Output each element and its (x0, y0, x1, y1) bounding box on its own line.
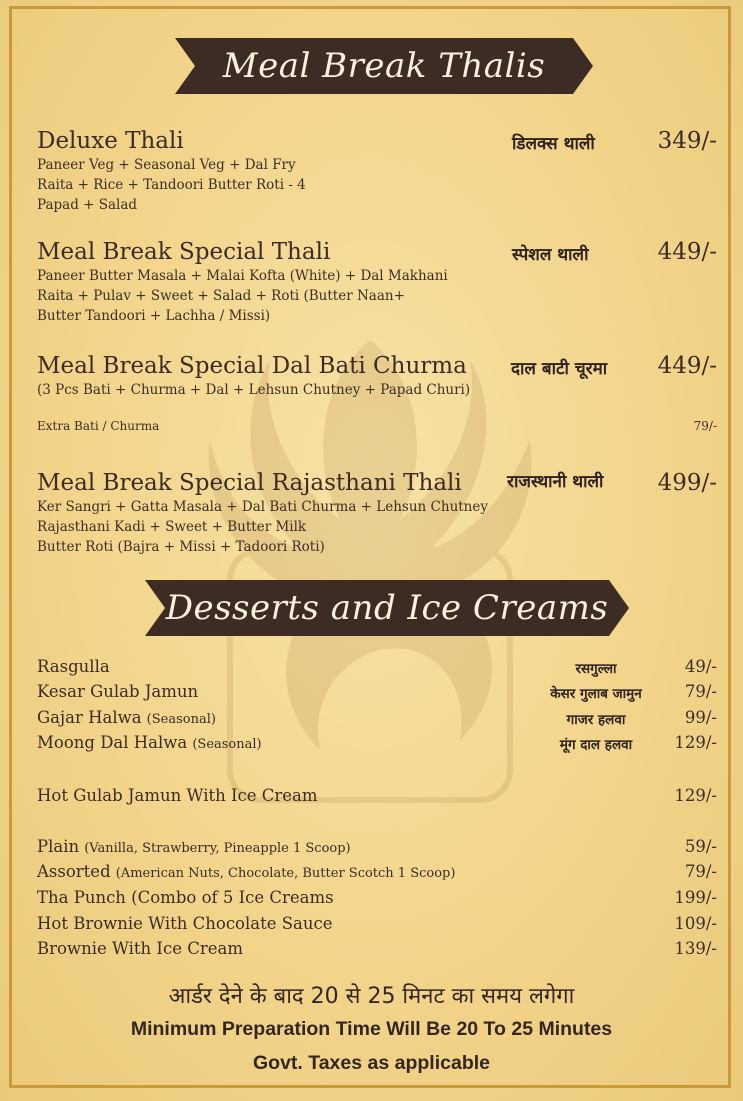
menu-item-dal-bati-churma (37, 352, 717, 400)
dessert-name: Kesar Gulab Jamun (37, 682, 199, 701)
dessert-note: (Seasonal) (192, 737, 262, 752)
dessert-price: 99/- (684, 708, 717, 727)
extra-price: 79/- (693, 419, 717, 433)
footer-taxes: Govt. Taxes as applicable (253, 1052, 490, 1074)
dessert-row (37, 682, 717, 706)
icecream-row (37, 862, 717, 886)
dessert-row (37, 786, 717, 810)
item-hindi-name: स्पेशल थाली (512, 245, 589, 265)
icecream-row (37, 914, 717, 938)
icecream-row (37, 888, 717, 912)
icecream-row (37, 939, 717, 963)
thalis-title: Meal Break Thalis (222, 46, 546, 86)
item-name: Meal Break Special Thali (37, 239, 331, 265)
item-hindi-name: दाल बाटी चूरमा (511, 359, 608, 379)
desc-line: (3 Pcs Bati + Churma + Dal + Lehsun Chutney + Papad Churi) (37, 382, 471, 398)
icecream-name: Assorted (37, 862, 111, 881)
desc-line: Raita + Pulav + Sweet + Salad + Roti (Butter Naan+ (37, 288, 405, 304)
dessert-note: (Seasonal) (146, 712, 216, 727)
dessert-hindi-name: मूंग दाल हलवा (559, 737, 633, 753)
item-price: 449/- (657, 239, 717, 265)
item-description (37, 266, 717, 326)
item-description (37, 497, 717, 557)
desc-line: Paneer Veg + Seasonal Veg + Dal Fry (37, 157, 296, 173)
icecream-price: 199/- (674, 888, 717, 907)
item-price: 499/- (657, 470, 717, 496)
menu-item-rajasthani-thali (37, 469, 717, 557)
icecream-name: Tha Punch (Combo of 5 Ice Creams (37, 888, 334, 907)
dessert-price: 49/- (684, 657, 717, 676)
desc-line: Rajasthani Kadi + Sweet + Butter Milk (37, 519, 307, 535)
dessert-price: 129/- (674, 786, 717, 805)
dessert-price: 79/- (684, 682, 717, 701)
footer-prep-time: Minimum Preparation Time Will Be 20 To 25 Minutes (130, 1018, 613, 1040)
dessert-hindi-name: रसगुल्ला (575, 661, 617, 677)
dessert-row (37, 708, 717, 732)
desserts-banner (145, 580, 629, 636)
dessert-name: Moong Dal Halwa (37, 733, 188, 752)
dessert-name: Rasgulla (37, 657, 110, 676)
item-hindi-name: डिलक्स थाली (512, 134, 595, 154)
extra-name: Extra Bati / Churma (37, 419, 160, 433)
dessert-hindi-name: गाजर हलवा (566, 712, 626, 728)
extra-bati-churma (37, 419, 717, 433)
thalis-banner (175, 38, 593, 94)
desc-line: Papad + Salad (37, 197, 138, 213)
item-name: Meal Break Special Rajasthani Thali (37, 470, 462, 496)
desc-line: Butter Tandoori + Lachha / Missi) (37, 308, 271, 324)
desserts-title: Desserts and Ice Creams (165, 588, 609, 628)
icecream-price: 79/- (684, 862, 717, 881)
dessert-price: 129/- (674, 733, 717, 752)
item-description (37, 380, 717, 400)
dessert-row (37, 657, 717, 681)
icecream-name: Brownie With Ice Cream (37, 939, 243, 958)
icecream-note: (Vanilla, Strawberry, Pineapple 1 Scoop) (84, 841, 351, 856)
menu-item-special-thali (37, 238, 717, 326)
icecream-price: 139/- (674, 939, 717, 958)
icecream-price: 109/- (674, 914, 717, 933)
item-price: 349/- (657, 128, 717, 154)
item-name: Meal Break Special Dal Bati Churma (37, 353, 467, 379)
item-name: Deluxe Thali (37, 128, 184, 154)
icecream-row (37, 837, 717, 861)
dessert-name: Gajar Halwa (37, 708, 142, 727)
icecream-note: (American Nuts, Chocolate, Butter Scotch 1 Scoop) (115, 866, 456, 881)
item-hindi-name: राजस्थानी थाली (507, 472, 604, 492)
desc-line: Ker Sangri + Gatta Masala + Dal Bati Churma + Lehsun Chutney (37, 499, 488, 515)
desc-line: Butter Roti (Bajra + Missi + Tadoori Roti) (37, 539, 325, 555)
item-description (37, 155, 717, 215)
dessert-name: Hot Gulab Jamun With Ice Cream (37, 786, 318, 805)
icecream-name: Hot Brownie With Chocolate Sauce (37, 914, 333, 933)
desc-line: Raita + Rice + Tandoori Butter Roti - 4 (37, 177, 306, 193)
footer-hindi-note: आर्डर देने के बाद 20 से 25 मिनट का समय लगेगा (168, 984, 575, 1009)
desc-line: Paneer Butter Masala + Malai Kofta (White) + Dal Makhani (37, 268, 448, 284)
dessert-hindi-name: केसर गुलाब जामुन (550, 686, 642, 702)
dessert-row (37, 733, 717, 757)
icecream-name: Plain (37, 837, 80, 856)
menu-item-deluxe-thali (37, 127, 717, 215)
item-price: 449/- (657, 353, 717, 379)
icecream-price: 59/- (684, 837, 717, 856)
